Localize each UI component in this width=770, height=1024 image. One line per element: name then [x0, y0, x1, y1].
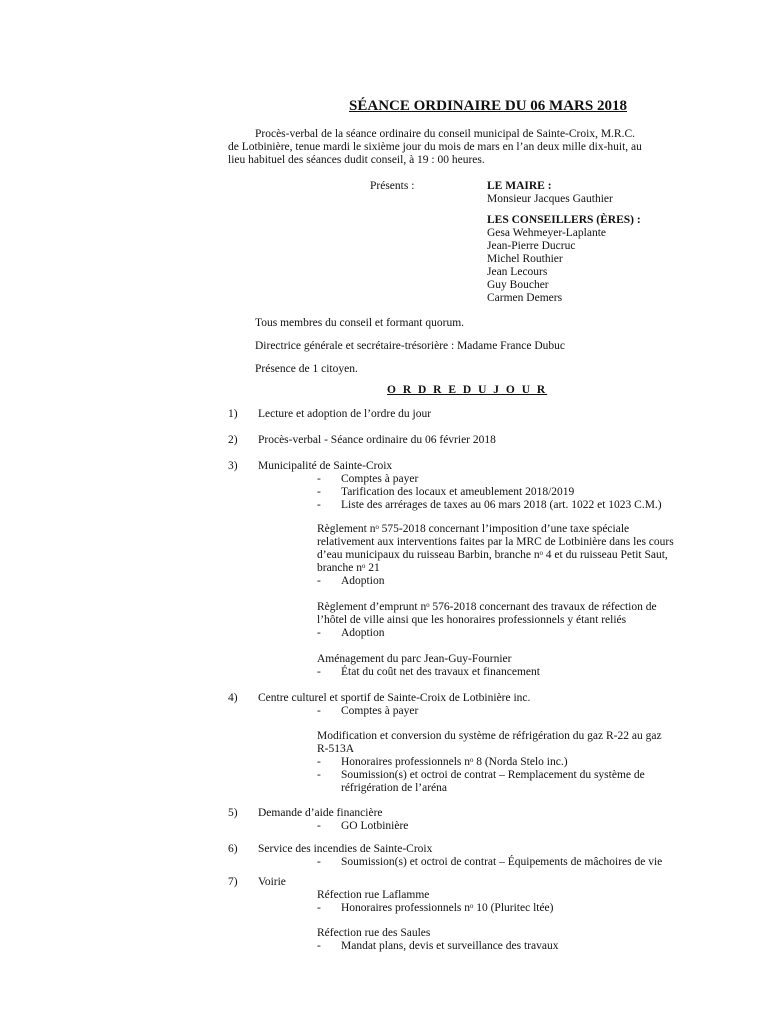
dash: -	[317, 627, 321, 639]
sub-item	[317, 666, 540, 679]
conseiller-name: Jean-Pierre Ducruc	[487, 240, 576, 252]
sub-item-text: réfrigération de l’aréna	[341, 782, 447, 794]
conseiller-name: Michel Routhier	[487, 253, 563, 265]
conseiller-name: Carmen Demers	[487, 292, 563, 304]
sub-item	[317, 902, 554, 915]
directrice-text: Directrice générale et secrétaire-trésorière : Madame France Dubuc	[255, 340, 566, 352]
intro-line-1: Procès-verbal de la séance ordinaire du conseil municipal de Sainte-Croix, M.R.C.	[255, 128, 636, 140]
intro-line-2: de Lotbinière, tenue mardi le sixième jour du mois de mars en l’an deux mille dix-huit, au	[228, 141, 642, 153]
sub-item	[317, 756, 568, 769]
dash: -	[317, 705, 321, 717]
presence-text: Présence de 1 citoyen.	[255, 363, 358, 375]
conseiller-name: Gesa Wehmeyer-Laplante	[487, 227, 607, 239]
sub-item	[317, 769, 645, 782]
maire-heading: LE MAIRE :	[487, 180, 552, 192]
conseiller-name: Jean Lecours	[487, 266, 548, 278]
dash: -	[317, 486, 321, 498]
dash: -	[317, 666, 321, 678]
page-title: SÉANCE ORDINAIRE DU 06 MARS 2018	[349, 98, 627, 114]
sub-item	[317, 705, 418, 718]
item-number: 6)	[228, 843, 238, 855]
quorum-text: Tous membres du conseil et formant quorum.	[255, 317, 465, 329]
conseiller-name: Guy Boucher	[487, 279, 549, 291]
sub-item-text: Adoption	[341, 575, 385, 587]
item-text: Lecture et adoption de l’ordre du jour	[258, 408, 432, 420]
sub-item	[317, 486, 574, 499]
item-number: 1)	[228, 408, 238, 420]
item-text: Procès-verbal - Séance ordinaire du 06 février 2018	[258, 434, 496, 446]
conseillers-heading: LES CONSEILLERS (ÈRES) :	[487, 214, 641, 226]
sub-item-text: Comptes à payer	[341, 473, 419, 485]
reglement-line: relativement aux interventions faites par la MRC de Lotbinière dans les cours	[317, 536, 674, 548]
intro-line-3: lieu habituel des séances dudit conseil, à 19 : 00 heures.	[228, 154, 485, 166]
item-text: Municipalité de Sainte-Croix	[258, 460, 393, 472]
dash: -	[317, 473, 321, 485]
item-number: 4)	[228, 692, 238, 704]
dash: -	[317, 575, 321, 587]
sub-item	[317, 627, 384, 640]
sub-item-text: Comptes à payer	[341, 705, 419, 717]
dash: -	[317, 756, 321, 768]
sub-item-text: État du coût net des travaux et financement	[341, 666, 540, 678]
sub-item	[317, 820, 408, 833]
maire-name: Monsieur Jacques Gauthier	[487, 193, 613, 205]
modif-line: Modification et conversion du système de réfrigération du gaz R-22 au gaz	[317, 730, 662, 742]
voirie-line: Réfection rue Laflamme	[317, 889, 430, 901]
sub-item-text: Tarification des locaux et ameublement 2018/2019	[341, 486, 575, 498]
item-number: 5)	[228, 807, 238, 819]
dash: -	[317, 820, 321, 832]
sub-item-text: Soumission(s) et octroi de contrat – Équipements de mâchoires de vie	[341, 856, 663, 868]
reglement-line: l’hôtel de ville ainsi que les honoraires professionnels y étant reliés	[317, 614, 627, 626]
sub-item	[317, 940, 558, 953]
sub-item-text: GO Lotbinière	[341, 820, 409, 832]
parc-line: Aménagement du parc Jean-Guy-Fournier	[317, 653, 512, 665]
modif-line: R-513A	[317, 743, 355, 755]
sub-item	[317, 575, 384, 588]
sub-item	[317, 473, 418, 486]
reglement-line: Règlement nᵒ 575-2018 concernant l’imposition d’une taxe spéciale	[317, 523, 630, 535]
reglement-line: d’eau municipaux du ruisseau Barbin, branche nᵒ 4 et du ruisseau Petit Saut,	[317, 549, 668, 561]
reglement-line: Règlement d’emprunt nᵒ 576-2018 concernant des travaux de réfection de	[317, 601, 657, 613]
dash: -	[317, 769, 321, 781]
sub-item-text: Liste des arrérages de taxes au 06 mars 2018 (art. 1022 et 1023 C.M.)	[341, 499, 662, 511]
item-text: Demande d’aide financière	[258, 807, 383, 819]
item-text: Service des incendies de Sainte-Croix	[258, 843, 433, 855]
presents-label: Présents :	[370, 180, 415, 192]
sub-item-text: Soumission(s) et octroi de contrat – Remplacement du système de	[341, 769, 645, 781]
item-number: 2)	[228, 434, 238, 446]
item-number: 7)	[228, 876, 238, 888]
sub-item-text: Mandat plans, devis et surveillance des travaux	[341, 940, 559, 952]
sub-item-text: Honoraires professionnels nᵒ 8 (Norda Stelo inc.)	[341, 756, 568, 768]
agenda-title: O R D R E D U J O U R	[387, 384, 548, 396]
sub-item-text: Adoption	[341, 627, 385, 639]
item-number: 3)	[228, 460, 238, 472]
dash: -	[317, 856, 321, 868]
reglement-line: branche nᵒ 21	[317, 562, 380, 574]
voirie-line: Réfection rue des Saules	[317, 927, 431, 939]
sub-item	[317, 856, 662, 869]
sub-item	[317, 499, 662, 512]
dash: -	[317, 499, 321, 511]
item-text: Voirie	[258, 876, 286, 888]
sub-item-text: Honoraires professionnels nᵒ 10 (Pluritec ltée)	[341, 902, 554, 914]
dash: -	[317, 940, 321, 952]
item-text: Centre culturel et sportif de Sainte-Croix de Lotbinière inc.	[258, 692, 531, 704]
dash: -	[317, 902, 321, 914]
